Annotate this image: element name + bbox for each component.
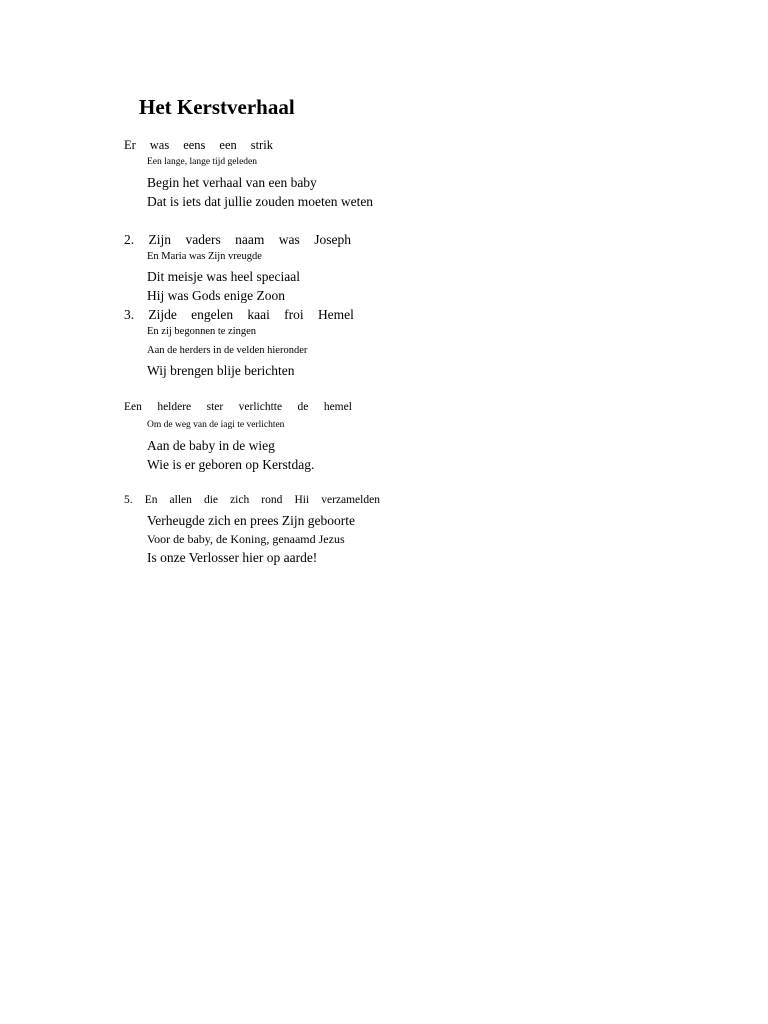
word: eens (183, 138, 206, 152)
word: strik (250, 138, 273, 152)
word: Hii (294, 494, 310, 506)
stanza4-first-line (124, 402, 352, 414)
word: Joseph (314, 232, 351, 247)
stanza1-line-2: Een lange, lange tijd geleden (147, 157, 257, 167)
word: ster (206, 401, 224, 413)
stanza3-first-line (124, 308, 354, 322)
word: heldere (157, 401, 192, 413)
word: Een (124, 401, 142, 413)
word: 5. (124, 494, 133, 506)
word: Zijn (148, 232, 172, 247)
word: engelen (191, 307, 234, 322)
stanza1-line-3: Begin het verhaal van een baby (147, 175, 317, 190)
stanza2-line-3: Dit meisje was heel speciaal (147, 269, 300, 284)
word: die (203, 494, 219, 506)
stanza1-line-4: Dat is iets dat jullie zouden moeten weten (147, 194, 374, 209)
stanza2-line-4: Hij was Gods enige Zoon (147, 288, 285, 303)
word: was (278, 232, 300, 247)
word: zich (230, 494, 250, 506)
stanza3-line-4: Wij brengen blije berichten (147, 363, 295, 378)
word: rond (261, 494, 283, 506)
stanza2-first-line (124, 233, 351, 247)
word: froi (284, 307, 304, 322)
word: verzamelden (321, 494, 380, 506)
word: de (297, 401, 309, 413)
word: 3. (124, 307, 135, 322)
stanza4-line-2: Om de weg van de iagi te verlichten (147, 420, 285, 430)
word: hemel (323, 401, 352, 413)
word: naam (235, 232, 265, 247)
document-title: Het Kerstverhaal (139, 95, 295, 119)
stanza1-first-line (124, 139, 273, 152)
word: Er (124, 138, 136, 152)
word: een (219, 138, 237, 152)
word: 2. (124, 232, 135, 247)
stanza2-line-2: En Maria was Zijn vreugde (147, 251, 262, 262)
stanza3-line-3: Aan de herders in de velden hieronder (147, 345, 308, 356)
word: En (144, 494, 158, 506)
stanza4-line-4: Wie is er geboren op Kerstdag. (147, 457, 315, 472)
word: verlichtte (238, 401, 283, 413)
word: allen (169, 494, 192, 506)
word: kaai (247, 307, 270, 322)
word: was (149, 138, 170, 152)
stanza4-line-3: Aan de baby in de wieg (147, 438, 275, 453)
word: vaders (185, 232, 221, 247)
stanza5-first-line (124, 495, 380, 507)
stanza5-line-4: Is onze Verlosser hier op aarde! (147, 550, 318, 565)
stanza5-line-2: Verheugde zich en prees Zijn geboorte (147, 513, 356, 528)
stanza3-line-2: En zij begonnen te zingen (147, 326, 257, 337)
word: Zijde (148, 307, 177, 322)
stanza5-line-3: Voor de baby, de Koning, genaamd Jezus (147, 532, 345, 546)
word: Hemel (317, 307, 354, 322)
